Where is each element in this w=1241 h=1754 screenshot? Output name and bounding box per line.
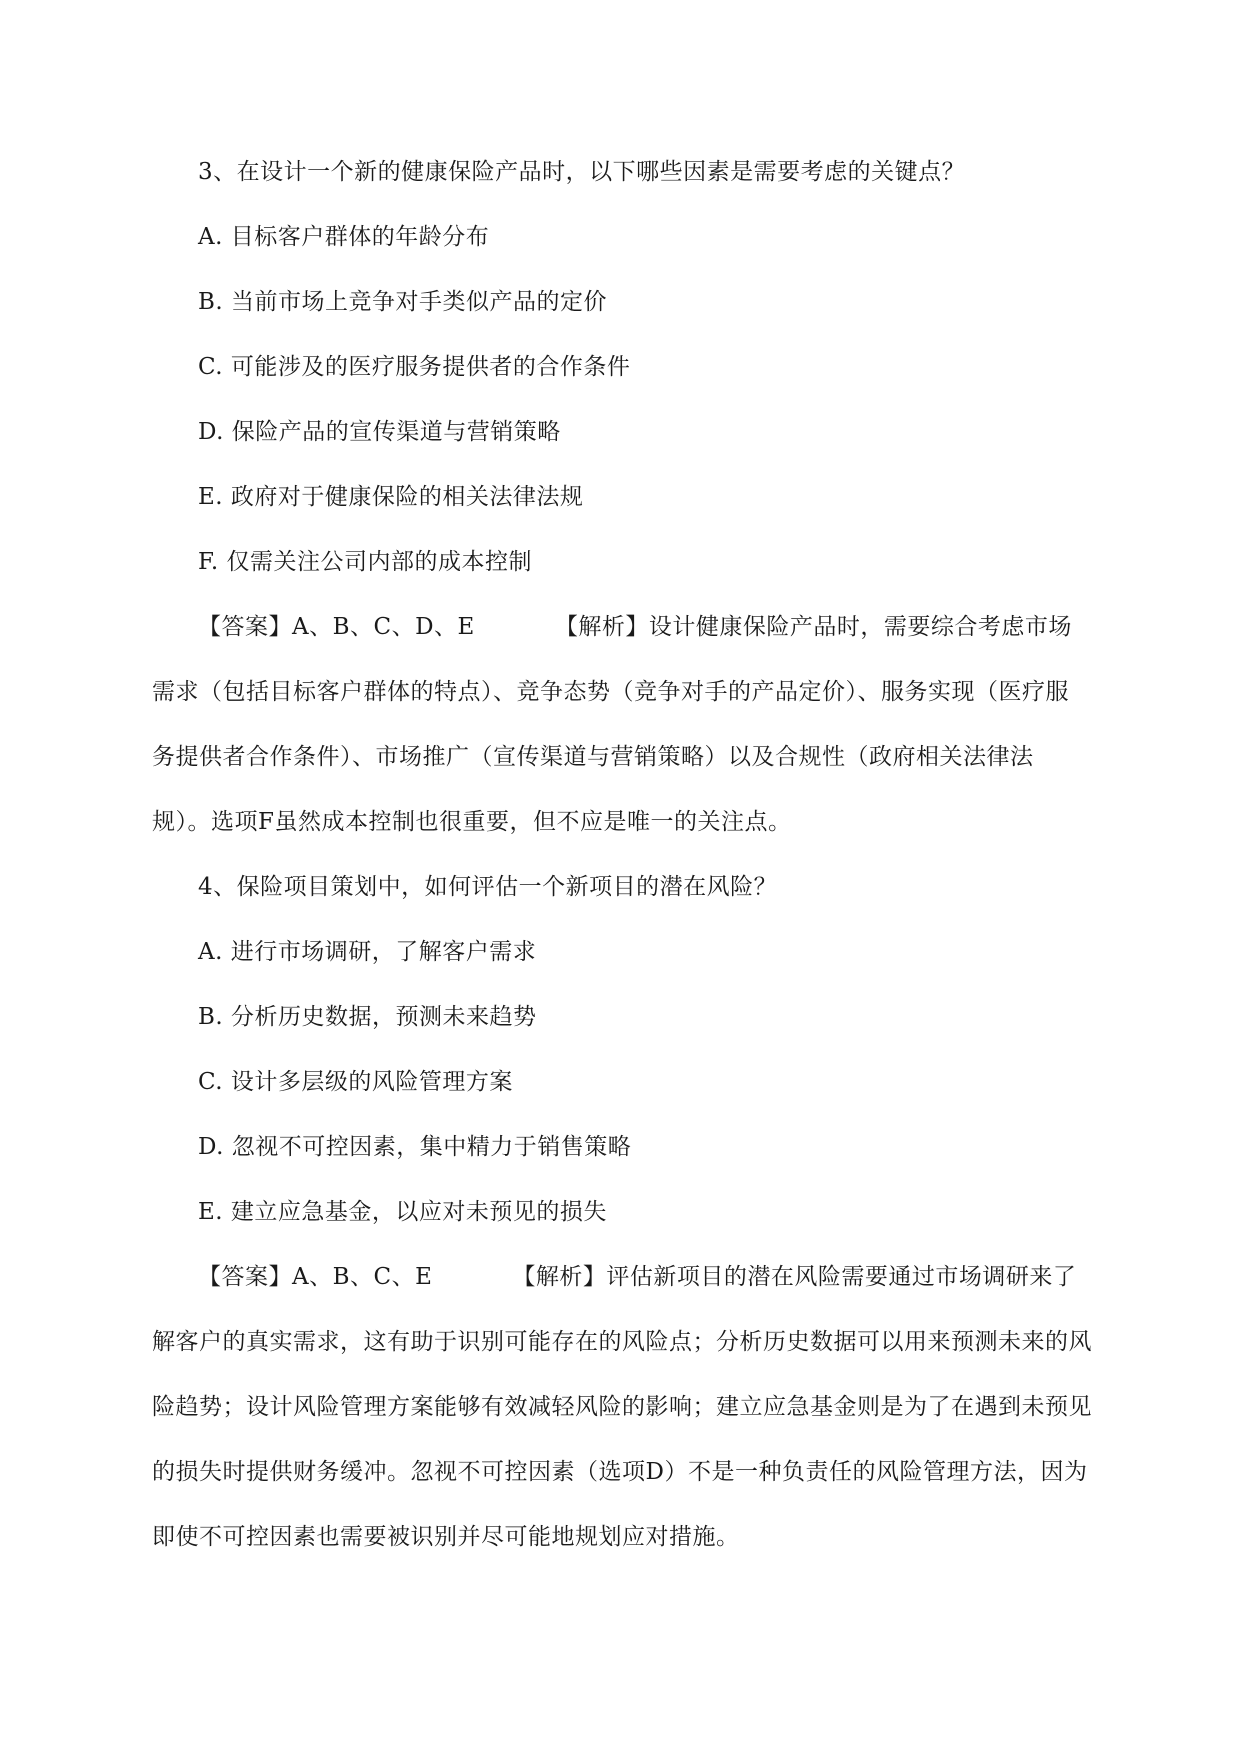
option-f: F. 仅需关注公司内部的成本控制 (198, 549, 532, 575)
question-stem: 4、保险项目策划中，如何评估一个新项目的潜在风险？ (198, 874, 778, 900)
option-c: C. 设计多层级的风险管理方案 (198, 1069, 513, 1095)
option-a: A. 进行市场调研，了解客户需求 (198, 939, 537, 965)
answer-text: 【答案】A、B、C、D、E (198, 614, 475, 640)
analysis-text: 【解析】设计健康保险产品时，需要综合考虑市场需求（包括目标客户群体的特点）、竞争态势（竞争对手的产品定价）、服务实现（医疗服务提供者合作条件）、市场推广（宣传渠道与营销策略）以及合规性（政府相关法律法规）。选项F虽然成本控制也很重要，但不应是唯一的关注点。 (152, 614, 1072, 835)
document-page (152, 140, 1092, 1570)
question-stem: 3、在设计一个新的健康保险产品时，以下哪些因素是需要考虑的关键点？ (198, 159, 966, 185)
option-b: B. 分析历史数据，预测未来趋势 (198, 1004, 537, 1030)
question-4 (152, 855, 1092, 1570)
option-b: B. 当前市场上竞争对手类似产品的定价 (198, 289, 608, 315)
option-c: C. 可能涉及的医疗服务提供者的合作条件 (198, 354, 631, 380)
option-e: E. 建立应急基金，以应对未预见的损失 (198, 1199, 607, 1225)
answer-analysis-paragraph (152, 595, 1092, 855)
option-d: D. 忽视不可控因素，集中精力于销售策略 (198, 1134, 632, 1160)
option-e: E. 政府对于健康保险的相关法律法规 (198, 484, 584, 510)
option-a: A. 目标客户群体的年龄分布 (198, 224, 490, 250)
answer-text: 【答案】A、B、C、E (198, 1264, 433, 1290)
analysis-text: 【解析】评估新项目的潜在风险需要通过市场调研来了解客户的真实需求，这有助于识别可能存在的风险点；分析历史数据可以用来预测未来的风险趋势；设计风险管理方案能够有效减轻风险的影响；建立应急基金则是为了在遇到未预见的损失时提供财务缓冲。忽视不可控因素（选项D）不是一种负责任的风险管理方法，因为即使不可控因素也需要被识别并尽可能地规划应对措施。 (152, 1264, 1092, 1550)
option-d: D. 保险产品的宣传渠道与营销策略 (198, 419, 561, 445)
answer-analysis-paragraph (152, 1245, 1092, 1570)
question-3 (152, 140, 1092, 855)
